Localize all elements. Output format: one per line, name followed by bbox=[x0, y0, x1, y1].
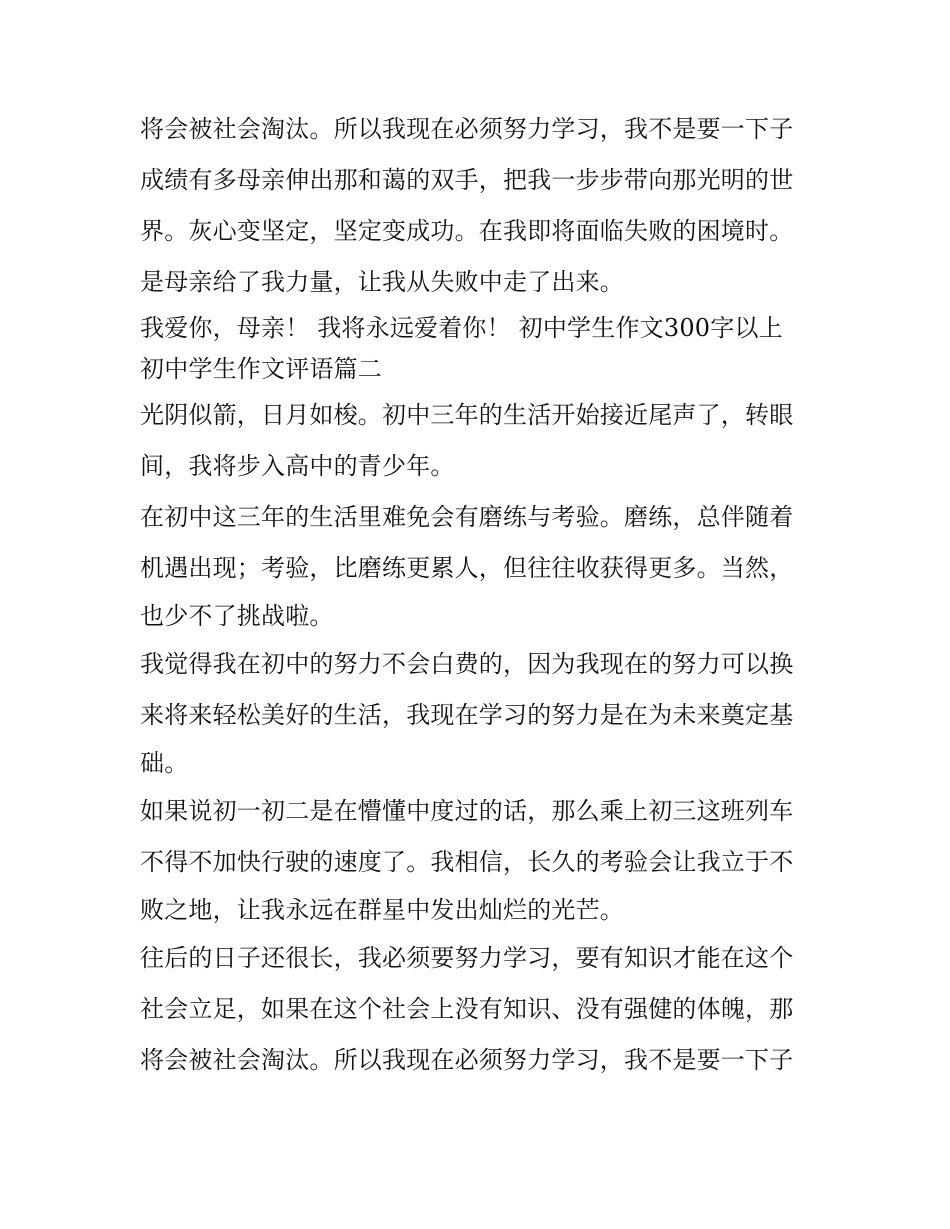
text-line-10: 机遇出现；考验，比磨练更累人，但往往收获得更多。当然， bbox=[140, 554, 794, 582]
text-line-15: 如果说初一初二是在懵懂中度过的话，那么乘上初三这班列车 bbox=[140, 797, 794, 825]
text-line-9: 在初中这三年的生活里难免会有磨练与考验。磨练，总伴随着 bbox=[140, 503, 794, 531]
text-line-19: 社会立足，如果在这个社会上没有知识、没有强健的体魄，那 bbox=[140, 995, 794, 1023]
text-line-17: 败之地，让我永远在群星中发出灿烂的光芒。 bbox=[140, 896, 624, 924]
text-line-18: 往后的日子还很长，我必须要努力学习，要有知识才能在这个 bbox=[140, 944, 794, 972]
text-line-16: 不得不加快行驶的速度了。我相信，长久的考验会让我立于不 bbox=[140, 848, 794, 876]
text-line-7: 光阴似箭，日月如梭。初中三年的生活开始接近尾声了，转眼 bbox=[140, 401, 794, 429]
text-line-2: 成绩有多母亲伸出那和蔼的双手，把我一步步带向那光明的世 bbox=[140, 166, 794, 194]
text-line-13: 来将来轻松美好的生活，我现在学习的努力是在为未来奠定基 bbox=[140, 701, 794, 729]
document-body bbox=[140, 104, 820, 1086]
text-line-14: 础。 bbox=[140, 749, 189, 777]
text-line-11: 也少不了挑战啦。 bbox=[140, 602, 334, 630]
text-line-8: 间，我将步入高中的青少年。 bbox=[140, 452, 455, 480]
text-line-20: 将会被社会淘汰。所以我现在必须努力学习，我不是要一下子 bbox=[140, 1046, 794, 1074]
text-line-4: 是母亲给了我力量，让我从失败中走了出来。 bbox=[140, 268, 624, 296]
text-line-5: 我爱你，母亲！ 我将永远爱着你！ 初中学生作文300字以上 bbox=[140, 314, 783, 342]
text-line-12: 我觉得我在初中的努力不会白费的，因为我现在的努力可以换 bbox=[140, 650, 794, 678]
section-heading: 初中学生作文评语篇二 bbox=[140, 355, 382, 383]
text-line-3: 界。灰心变坚定，坚定变成功。在我即将面临失败的困境时。 bbox=[140, 217, 794, 245]
text-line-1: 将会被社会淘汰。所以我现在必须努力学习，我不是要一下子 bbox=[140, 115, 794, 143]
